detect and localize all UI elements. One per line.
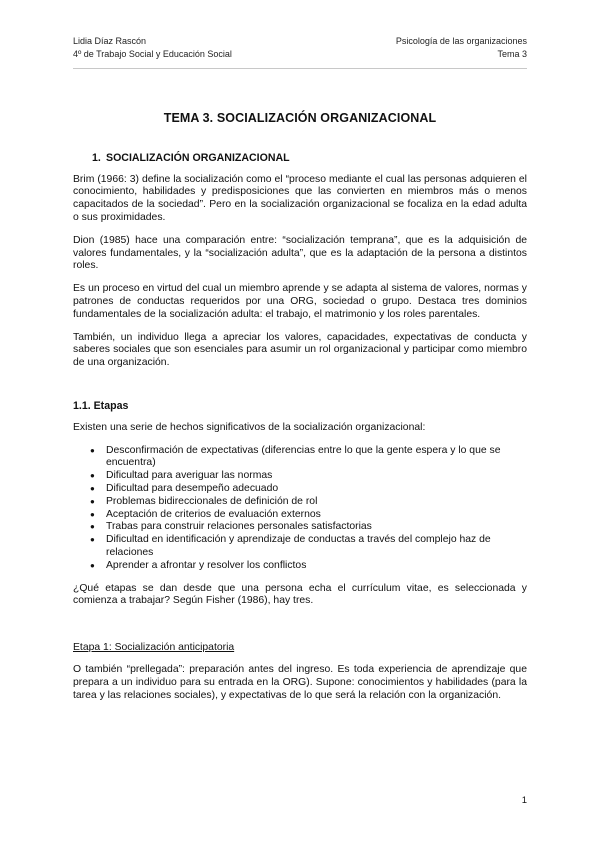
bullet-icon: ● xyxy=(90,445,95,455)
page-content xyxy=(73,112,527,712)
stage-heading: Etapa 1: Socialización anticipatoria xyxy=(73,642,235,654)
header-course: 4º de Trabajo Social y Educación Social xyxy=(73,49,232,59)
list-item: ● Desconfirmación de expectativas (diferencias entre lo que la gente espera y lo que se encuentra) xyxy=(90,444,501,469)
bullet-icon: ● xyxy=(90,560,95,570)
header-subject: Psicología de las organizaciones xyxy=(395,36,527,46)
section-number: 1. xyxy=(92,151,101,164)
page-number: 1 xyxy=(521,795,527,806)
list-item: ● Aceptación de criterios de evaluación externos xyxy=(90,508,321,520)
list-item: ● Aprender a afrontar y resolver los conflictos xyxy=(90,559,307,571)
header-author: Lidia Díaz Rascón xyxy=(73,36,147,46)
paragraph: Brim (1966: 3) define la socialización como el “proceso mediante el cual las personas adquieren el conocimiento, habilidades y predisposiciones que las convierten en miembros más o menos capacitados de la sociedad”. Pero en la socialización organizacional se focaliza en la edad adulta o sus proximidades. xyxy=(73,173,527,223)
paragraph: Dion (1985) hace una comparación entre: “socialización temprana”, que es la adquisición de valores fundamentales, y la “socialización adulta”, que es la adaptación de la persona a distintos roles. xyxy=(73,234,527,272)
bullet-icon: ● xyxy=(90,535,95,545)
section-heading xyxy=(92,152,527,165)
section-title: SOCIALIZACIÓN ORGANIZACIONAL xyxy=(106,151,290,164)
paragraph: También, un individuo llega a apreciar los valores, capacidades, expectativas de conducta y saberes sociales que son esenciales para asumir un rol organizacional y participar como miembro de una organización. xyxy=(73,331,527,369)
list-item: ● Problemas bidireccionales de definición de rol xyxy=(90,495,318,507)
list-item: ● Dificultad en identificación y aprendizaje de conductas a través del complejo haz de relaciones xyxy=(90,534,491,558)
bullet-list xyxy=(73,445,527,573)
question-paragraph: ¿Qué etapas se dan desde que una persona echa el currículum vitae, es seleccionada y comienza a trabajar? Según Fisher (1986), hay tres. xyxy=(73,582,527,607)
header-divider xyxy=(73,68,527,69)
bullet-icon: ● xyxy=(90,509,95,519)
bullet-icon: ● xyxy=(90,471,95,481)
page-title: TEMA 3. SOCIALIZACIÓN ORGANIZACIONAL xyxy=(163,111,437,125)
list-item: ● Dificultad para averiguar las normas xyxy=(90,470,273,482)
list-intro: Existen una serie de hechos significativos de la socialización organizacional: xyxy=(73,421,426,433)
header-left xyxy=(73,35,232,61)
subsection-heading: 1.1. Etapas xyxy=(73,399,129,412)
list-item: ● Dificultad para desempeño adecuado xyxy=(90,482,279,494)
header-topic: Tema 3 xyxy=(497,49,527,59)
bullet-icon: ● xyxy=(90,483,95,493)
bullet-icon: ● xyxy=(90,496,95,506)
paragraph: Es un proceso en virtud del cual un miembro aprende y se adapta al sistema de valores, normas y patrones de conductas requeridos por una ORG, sociedad o grupo. Destaca tres dominios fundamentales de la socialización adulta: el trabajo, el matrimonio y los roles parentales. xyxy=(73,283,527,320)
list-item: ● Trabas para construir relaciones personales satisfactorias xyxy=(90,521,372,533)
bullet-icon: ● xyxy=(90,522,95,532)
stage-paragraph: O también “prellegada”: preparación antes del ingreso. Es toda experiencia de aprendizaje que prepara a un individuo para su entrada en la ORG). Supone: conocimientos y habilidades (para la tarea y las relaciones sociales), y expectativas de lo que será la relación con la organización. xyxy=(73,663,527,701)
header-right xyxy=(396,35,527,61)
